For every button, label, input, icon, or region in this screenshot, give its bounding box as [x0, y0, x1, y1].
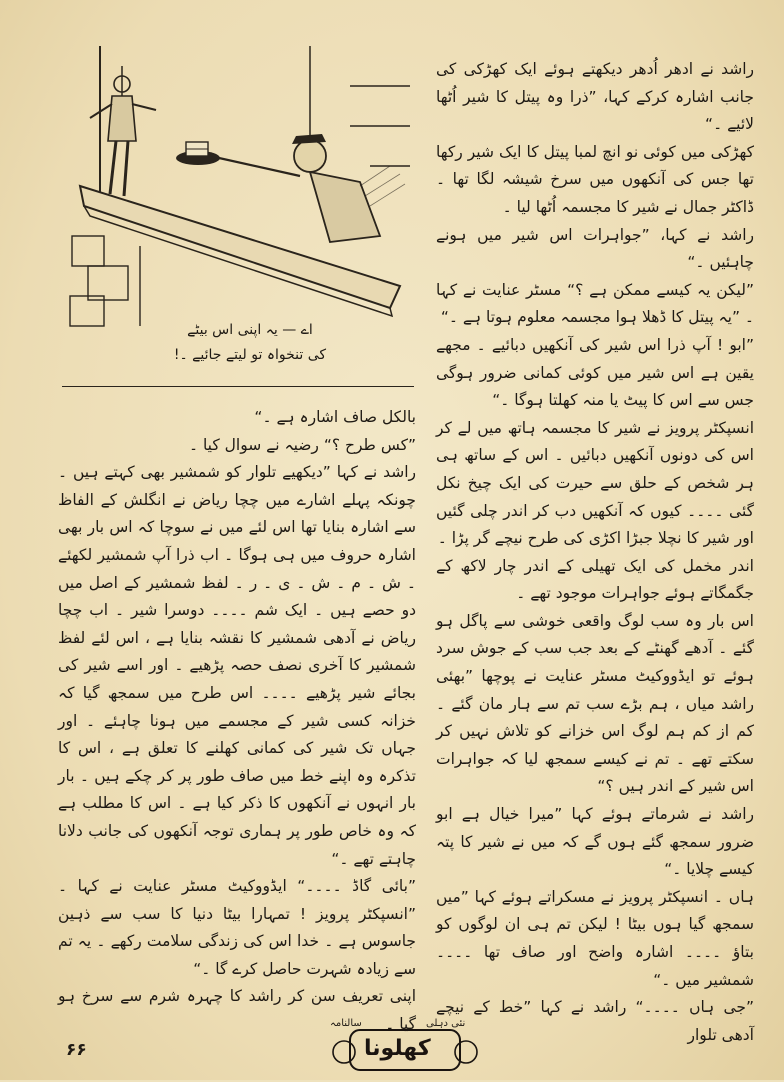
paragraph: راشد نے کہا، ”جواہرات اس شیر میں ہونے چاہئیں ۔“ — [436, 225, 754, 272]
paragraph: راشد نے شرماتے ہوئے کہا ”میرا خیال ہے ابو ضرور سمجھ گئے ہوں گے کہ میں نے شیر کا پتہ کیسے چلایا ۔“ — [436, 805, 754, 879]
magazine-title: کھلونا — [364, 1036, 431, 1061]
caption-line: اے — یہ اپنی اس بیٹے — [187, 322, 313, 338]
paragraph: ”ابو ! آپ ذرا اس شیر کی آنکھیں دبائیے ۔ مجھے یقین ہے اس شیر میں کوئی کمانی ضرور ہوگی جس سے اس کا پیٹ یا منہ کھلتا ہوگا ۔“ — [436, 335, 754, 410]
paragraph: ”کس طرح ؟“ رضیہ نے سوال کیا ۔ — [188, 435, 416, 454]
cartoon-caption — [150, 318, 350, 368]
paragraph: اس بار وہ سب لوگ واقعی خوشی سے پاگل ہو گئے ۔ آدھے گھنٹے کے بعد جب سب کے جوش سرد ہوئے تو ایڈووکیٹ مسٹر عنایت نے پوچھا ”بھئی راشد میاں ، ہم بڑے سب تم سے ہار مان گئے ۔ کم از کم ہم لوگ اس خزانے کو تلاش نہیں کر سکتے تھے ۔ تم نے کیسے سمجھ لیا کہ جواہرات اس شیر کے اندر ہیں ؟“ — [436, 611, 754, 796]
paragraph: راشد نے کہا ”دیکھیے تلوار کو شمشیر بھی کہتے ہیں ۔ چونکہ پہلے اشارے میں چچا ریاض نے انگلش کے الفاظ سے اشارہ بنایا تھا اس لئے میں نے سوچا کہ اس بار بھی اشارہ حروف میں ہی ہوگا ۔ اب ذرا آپ شمشیر لکھئے ۔ ش ۔ م ۔ ش ۔ ی ۔ ر ۔ لفظ شمشیر کے اصل میں دو حصے ہیں ۔ ایک شم ۔۔۔۔ دوسرا شیر ۔ اب چچا ریاض نے آدھی شمشیر کا نقشہ بنایا ہے ، اس لئے لفظ شمشیر کا آخری نصف حصہ پڑھیے ۔ اور اسے شیر کی بجائے شیر پڑھیے ۔۔۔۔ اس طرح میں سمجھ گیا کہ خزانہ کسی شیر کے مجسمے میں ہونا چاہئے ۔ اور جہاں تک شیر کی کمانی کھلنے کا تعلق ہے ، اس کا تذکرہ وہ اپنے خط میں صاف طور پر کر چکے ہیں ۔ بار بار انہوں نے آنکھوں کا ذکر کیا ہے ۔ اس کا مطلب ہے کہ وہ خاص طور پر ہماری توجہ آنکھوں کی جانب دلانا چاہتے تھے ۔“ — [58, 463, 416, 868]
city-label: نئی دہلی — [426, 1018, 466, 1029]
paragraph: راشد نے ادھر اُدھر دیکھتے ہوئے ایک کھڑکی کی جانب اشارہ کرکے کہا، ”ذرا وہ پیتل کا شیر اُٹھا لائیے ۔“ — [436, 60, 754, 134]
left-text-column — [58, 404, 416, 1039]
paragraph: کھڑکی میں کوئی نو انچ لمبا پیتل کا ایک شیر رکھا تھا جس کی آنکھوں میں سرخ شیشہ لگا تھا ۔ ڈاکٹر جمال نے شیر کا مجسمہ اُٹھا لیا ۔ — [436, 142, 754, 216]
paragraph: ”بائی گاڈ ۔۔۔۔“ ایڈووکیٹ مسٹر عنایت نے کہا ۔ ”انسپکٹر پرویز ! تمہارا بیٹا دنیا کا سب سے ذہین جاسوس ہے ۔ خدا اس کی زندگی سلامت رکھے ۔ یہ تم سے زیادہ شہرت حاصل کرے گا ۔“ — [58, 877, 416, 978]
section-divider — [62, 386, 414, 387]
paragraph: ہاں ۔ انسپکٹر پرویز نے مسکراتے ہوئے کہا ”میں سمجھ گیا ہوں بیٹا ! لیکن تم ہی ان لوگوں کو بتاؤ ۔۔۔۔ اشارہ واضح اور صاف تھا ۔۔۔۔ شمشیر میں ۔“ — [436, 887, 754, 989]
right-text-column — [436, 56, 754, 1049]
annual-label: سالنامہ — [330, 1018, 362, 1029]
paragraph: اپنی تعریف سن کر راشد کا چہرہ شرم سے سرخ ہو گیا ۔ — [58, 987, 416, 1034]
paragraph: بالکل صاف اشارہ ہے ۔“ — [254, 408, 416, 426]
paragraph: ”لیکن یہ کیسے ممکن ہے ؟“ مسٹر عنایت نے کہا ۔ ”یہ پیتل کا ڈھلا ہوا مجسمہ معلوم ہوتا ہے ۔“ — [436, 280, 754, 327]
caption-line: کی تنخواہ تو لیتے جائیے ۔! — [173, 347, 327, 363]
page-number: ۶۶ — [66, 1040, 87, 1060]
magazine-logo — [330, 1018, 480, 1078]
paragraph: ”جی ہاں ۔۔۔۔“ راشد نے کہا ”خط کے نیچے آدھی تلوار — [436, 998, 754, 1044]
paragraph: اندر مخمل کی ایک تھیلی کے اندر چار لاکھ کے جگمگاتے ہوئے جواہرات موجود تھے ۔ — [436, 556, 754, 603]
paragraph: انسپکٹر پرویز نے شیر کا مجسمہ ہاتھ میں لے کر اس کی دونوں آنکھیں دبائیں ۔ اس کے ساتھ ہی ہر شخص کے حلق سے حیرت کی ایک چیخ نکل گئی ۔۔۔۔ کیوں کہ آنکھیں دب کر اندر چلی گئیں اور شیر کا نچلا جبڑا اکڑی کی طرح نیچے گر پڑا ۔ — [436, 418, 754, 548]
